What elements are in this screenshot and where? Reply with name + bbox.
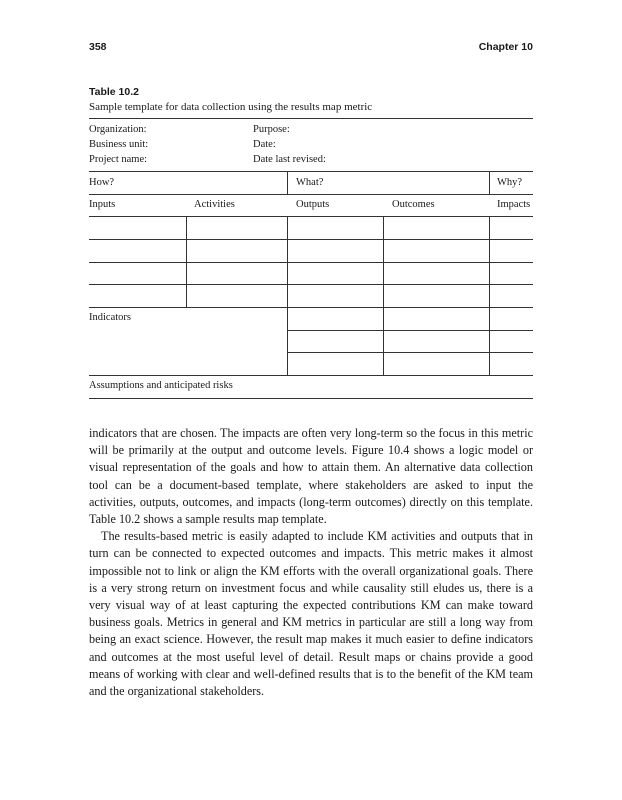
- table-bottom-rule: [89, 398, 533, 399]
- table-rule: [89, 375, 533, 376]
- table-top-rule: [89, 118, 533, 119]
- assumptions-label: Assumptions and anticipated risks: [89, 380, 233, 391]
- table-label: Table 10.2: [89, 86, 139, 98]
- section-what: What?: [296, 177, 324, 188]
- business-unit-label: Business unit:: [89, 139, 149, 150]
- date-last-revised-label: Date last revised:: [253, 154, 326, 165]
- table-rule: [89, 171, 533, 172]
- table-divider: [287, 171, 288, 194]
- column-header-activities: Activities: [194, 199, 235, 210]
- paragraph: indicators that are chosen. The impacts are often very long-term so the focus in this metric will be primarily at the output and outcome levels. Figure 10.4 shows a logic model or visual representation of the goals and how to attain them. An alternative data collection tool can be a document-based template, where stakeholders are asked to input the activities, outputs, outcomes, and impacts (long-term outcomes) directly on this template. Table 10.2 shows a sample results map template.: [89, 426, 533, 527]
- date-label: Date:: [253, 139, 276, 150]
- table-rule: [89, 284, 533, 285]
- column-header-inputs: Inputs: [89, 199, 116, 210]
- body-text: [89, 425, 533, 700]
- section-how: How?: [89, 177, 115, 188]
- purpose-label: Purpose:: [253, 124, 290, 135]
- column-header-outcomes: Outcomes: [392, 199, 435, 210]
- table-rule: [89, 239, 533, 240]
- table-rule: [287, 330, 533, 331]
- table-divider: [489, 216, 490, 375]
- column-header-impacts: Impacts: [497, 199, 531, 210]
- paragraph: The results-based metric is easily adapted to include KM activities and outputs that in turn can be connected to expected outcomes and impacts. This metric makes it almost impossible not to link or align the KM efforts with the overall organizational goals. There is a very strong return on investment focus and while causality still eludes us, there is a very visual way of at least capturing the expected contributions KM can make toward business goals. Metrics in general and KM metrics in particular are still a long way from being an exact science. However, the result map makes it much easier to define indicators and outcomes at the most useful level of detail. Result maps or chains provide a good means of working with clear and well-defined results that is to the benefit of the KM team and the organizational stakeholders.: [89, 529, 533, 699]
- table-rule: [287, 352, 533, 353]
- table-rule: [89, 307, 533, 308]
- table-divider: [186, 216, 187, 307]
- table-rule: [89, 262, 533, 263]
- table-divider: [287, 216, 288, 375]
- column-header-outputs: Outputs: [296, 199, 330, 210]
- section-why: Why?: [497, 177, 523, 188]
- table-divider: [383, 216, 384, 375]
- table-rule: [89, 194, 533, 195]
- table-divider: [489, 171, 490, 194]
- project-name-label: Project name:: [89, 154, 148, 165]
- table-rule: [89, 216, 533, 217]
- indicators-label: Indicators: [89, 312, 131, 323]
- organization-label: Organization:: [89, 124, 147, 135]
- table-caption: Sample template for data collection using the results map metric: [89, 101, 373, 113]
- page-number: 358: [89, 41, 107, 53]
- chapter-title: Chapter 10: [478, 41, 533, 53]
